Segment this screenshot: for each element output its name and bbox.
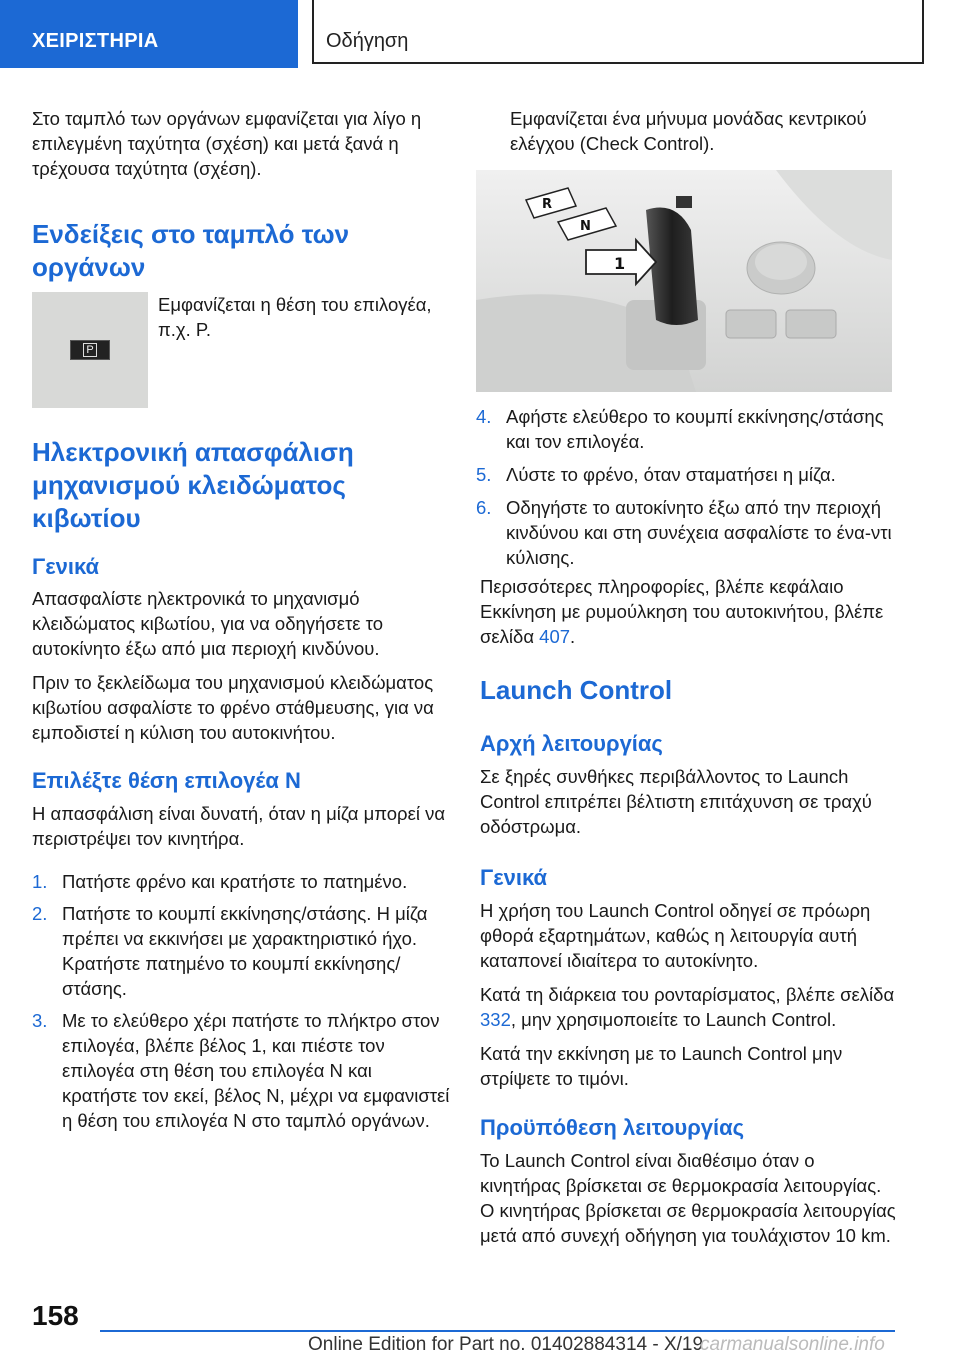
gear-selector-figure [476,170,892,392]
more-info-paragraph [480,574,896,649]
step-number: 4. [476,406,492,427]
list-item [476,462,896,487]
heading-launch-control: Launch Control [480,675,673,705]
page-link-332[interactable]: 332 [480,1009,511,1030]
heading-general: Γενικά [32,554,100,579]
steps-list-right [476,404,896,570]
heading-prerequisite: Προϋπόθεση λειτουργίας [480,1115,745,1140]
arrow-label-n: N [580,219,591,234]
principle-text: Σε ξηρές συνθήκες περιβάλλοντος το Launch Control επιτρέπει βέλτιστη επιτάχυνση σε τραχύ οδόστρωμα. [480,766,872,837]
step-number: 3. [32,1010,48,1031]
more-info-text: Περισσότερες πληροφορίες, βλέπε κεφάλαιο Εκκίνηση με ρυμούλκηση του αυτοκινήτου, βλέπε σελίδα [480,576,884,647]
intro-paragraph: Στο ταμπλό των οργάνων εμφανίζεται για λίγο η επιλεγμένη ταχύτητα (σχέση) και μετά ξανά η τρέχουσα ταχύτητα (σχέση). [32,108,422,179]
step-number: 5. [476,464,492,485]
step-number: 1. [32,871,48,892]
list-item [476,495,896,570]
list-item [32,1008,452,1133]
section-title: Οδήγηση [312,0,924,64]
step-text: Πατήστε το κουμπί εκκίνησης/στάσης. Η μίζα πρέπει να εκκινήσει με χαρακτηριστικό ήχο. Κρατήστε πατημένο το κουμπί εκκίνησης/στάσης. [62,903,428,999]
launch-general-paragraph-1: Η χρήση του Launch Control οδηγεί σε πρόωρη φθορά εξαρτημάτων, καθώς η λειτουργία αυτή καταπονεί ιδιαίτερα το αυτοκίνητο. [480,900,871,971]
general-p2-end: , μην χρησιμοποιείτε το Launch Control. [510,1009,837,1030]
general-paragraph-2: Πριν το ξεκλείδωμα του μηχανισμού κλειδώματος κιβωτίου ασφαλίστε το φρένο στάθμευσης, για να εμποδιστεί η κύλιση του αυτοκινήτου. [32,672,434,743]
footer-divider [100,1330,895,1332]
gear-p-symbol: P [83,343,97,357]
footer-watermark: carmanualsonline.info [700,1334,885,1355]
arrow-label-1: 1 [614,254,626,273]
more-info-end: . [570,626,576,647]
page-link-407[interactable]: 407 [539,626,571,647]
step-text: Με το ελεύθερο χέρι πατήστε το πλήκτρο στον επιλογέα, βλέπε βέλος 1, και πιέστε τον επιλογέα στη θέση του επιλογέα N και κρατήστε τον εκεί, βέλος N, μέχρι να εμφανιστεί η θέση του επιλογέα N στο ταμπλό οργάνων. [62,1010,450,1131]
page-number: 158 [32,1300,79,1331]
select-n-text: Η απασφάλιση είναι δυνατή, όταν η μίζα μπορεί να περιστρέψει τον κινητήρα. [32,803,446,849]
step-text: Οδηγήστε το αυτοκίνητο έξω από την περιοχή κινδύνου και στη συνέχεια ασφαλίστε το ένα-ντι κύλισης. [506,497,892,568]
prerequisite-text: Το Launch Control είναι διαθέσιμο όταν ο κινητήρας βρίσκεται σε θερμοκρασία λειτουργίας. Ο κινητήρας βρίσκεται σε θερμοκρασία λειτουργίας μετά από συνεχή οδήγηση για τουλάχιστον 10 km. [480,1150,896,1246]
launch-general-paragraph-3: Κατά την εκκίνηση με το Launch Control μην στρίψετε το τιμόνι. [480,1043,843,1089]
step-number: 6. [476,497,492,518]
gear-indicator-display [70,340,110,360]
arrow-label-r: R [542,197,553,212]
chapter-tab: ΧΕΙΡΙΣΤΗΡΙΑ [0,0,298,68]
heading-select-n: Επιλέξτε θέση επιλογέα N [32,768,301,793]
heading-general-right: Γενικά [480,865,548,890]
heading-principle: Αρχή λειτουργίας [480,731,663,756]
list-item [32,869,452,894]
gear-selector-illustration [476,170,892,392]
general-p2-text: Κατά τη διάρκεια του ρονταρίσματος, βλέπε σελίδα [480,984,895,1005]
indications-text: Εμφανίζεται η θέση του επιλογέα, π.χ. P. [158,294,432,340]
steps-list-left [32,869,452,1133]
list-item [32,901,452,1001]
check-control-text: Εμφανίζεται ένα μήνυμα μονάδας κεντρικού ελέγχου (Check Control). [510,108,867,154]
step-text: Λύστε το φρένο, όταν σταματήσει η μίζα. [506,464,836,485]
step-text: Αφήστε ελεύθερο το κουμπί εκκίνησης/στάσης και τον επιλογέα. [506,406,884,452]
list-item [476,404,896,454]
indicator-image [32,292,148,408]
heading-indications: Ενδείξεις στο ταμπλό των οργάνων [32,219,350,282]
general-paragraph-1: Απασφαλίστε ηλεκτρονικά το μηχανισμό κλειδώματος κιβωτίου, για να οδηγήσετε το αυτοκίνητο έξω από μια περιοχή κινδύνου. [32,588,384,659]
step-number: 2. [32,903,48,924]
launch-general-paragraph-2 [480,982,896,1032]
footer-edition: Online Edition for Part no. 01402884314 - X/19 [308,1334,704,1355]
heading-electronic-unlock: Ηλεκτρονική απασφάλιση μηχανισμού κλειδώματος κιβωτίου [32,437,354,533]
step-text: Πατήστε φρένο και κρατήστε το πατημένο. [62,871,408,892]
